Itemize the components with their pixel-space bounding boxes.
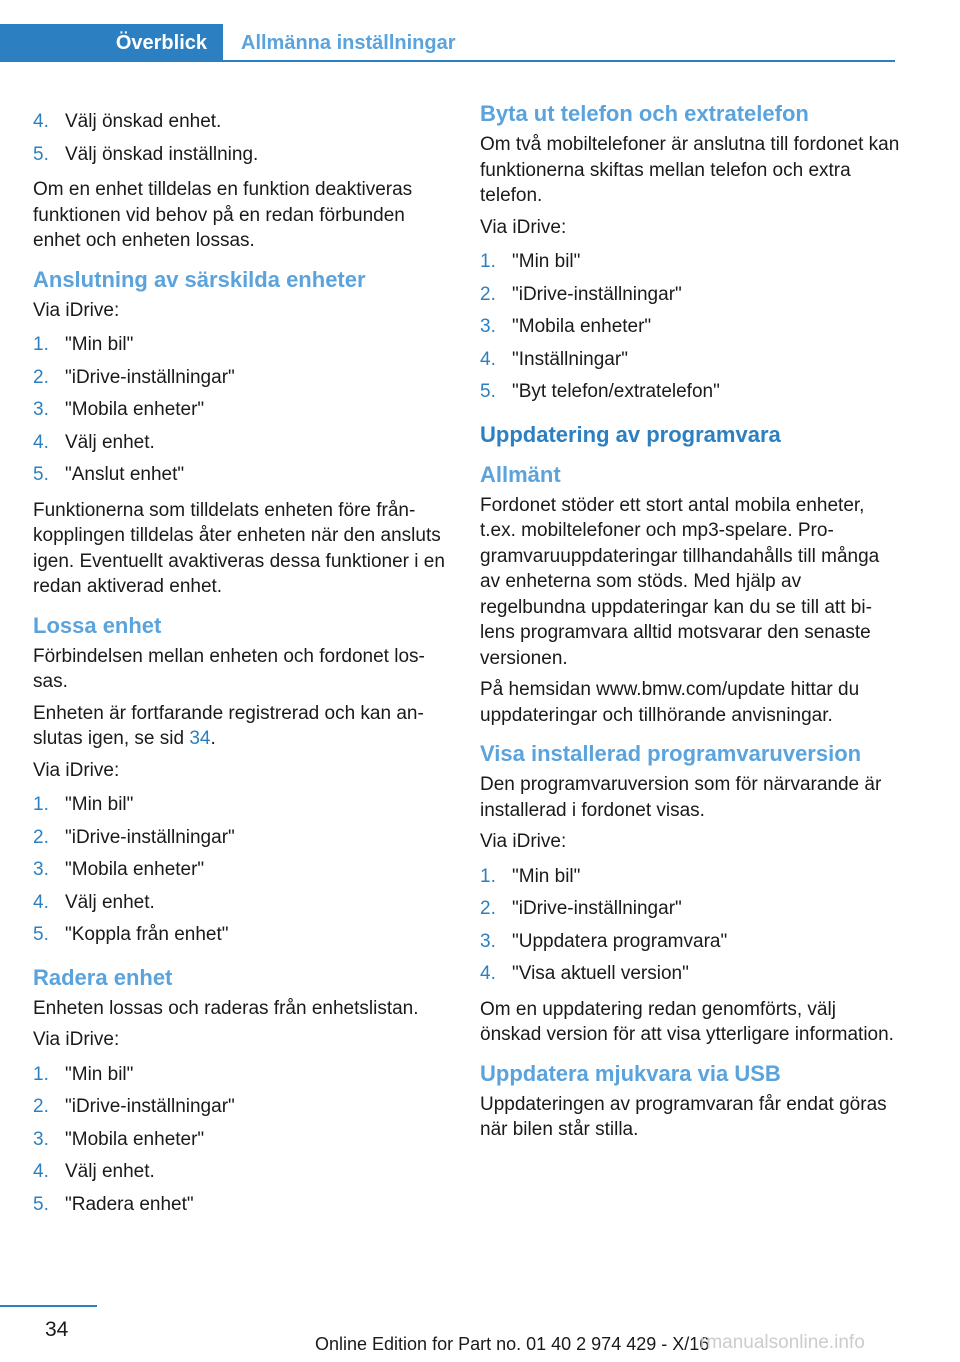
list-item bbox=[480, 246, 900, 279]
list-item-number: 5. bbox=[33, 1193, 49, 1215]
list-item-text: "Min bil" bbox=[512, 251, 581, 272]
list-version-steps bbox=[480, 861, 900, 991]
list-item-text: "iDrive-inställningar" bbox=[65, 826, 235, 848]
list-item-text: "Mobila enheter" bbox=[65, 1128, 205, 1150]
list-item-number: 3. bbox=[480, 930, 496, 952]
list-item-number: 5. bbox=[33, 143, 49, 165]
list-item bbox=[33, 394, 445, 427]
list-item bbox=[33, 789, 445, 822]
list-item-text: "Mobila enheter" bbox=[65, 859, 205, 880]
paragraph: Förbindelsen mellan enheten och fordonet lossas. bbox=[33, 645, 425, 692]
list-item-number: 4. bbox=[33, 431, 49, 453]
heading-usb-update: Uppdatera mjukvara via USB bbox=[480, 1060, 781, 1086]
list-item-text: Välj enhet. bbox=[65, 891, 155, 913]
paragraph: Om två mobiltelefoner är anslutna till fordonet kan funktionerna skiftas mellan telefon och extra telefon. bbox=[480, 134, 900, 206]
list-item bbox=[480, 958, 900, 991]
list-item-number: 3. bbox=[33, 399, 49, 420]
list-item bbox=[33, 919, 445, 952]
list-item bbox=[480, 376, 900, 409]
list-delete-steps bbox=[33, 1059, 445, 1222]
page-number: 34 bbox=[45, 1318, 69, 1341]
via-idrive-label: Via iDrive: bbox=[33, 299, 120, 321]
list-swap-steps bbox=[480, 246, 900, 409]
list-item-number: 4. bbox=[33, 1161, 49, 1182]
list-item-text: "Min bil" bbox=[65, 794, 134, 815]
list-item bbox=[480, 311, 900, 344]
tab-general-settings[interactable]: Allmänna inställningar bbox=[241, 31, 456, 54]
list-item-number: 3. bbox=[480, 316, 496, 337]
heading-swap-phone: Byta ut telefon och extratelefon bbox=[480, 101, 809, 126]
list-item-text: "Byt telefon/extratelefon" bbox=[512, 381, 720, 402]
list-item-number: 4. bbox=[33, 891, 49, 913]
list-item bbox=[33, 854, 445, 887]
via-idrive-label: Via iDrive: bbox=[480, 831, 567, 852]
list-item-text: "Radera enhet" bbox=[65, 1193, 194, 1215]
list-item bbox=[33, 459, 445, 492]
list-item-number: 5. bbox=[480, 381, 496, 402]
list-item-number: 1. bbox=[33, 794, 49, 815]
list-item-text: "iDrive-inställningar" bbox=[512, 283, 682, 305]
list-item-number: 3. bbox=[33, 1128, 49, 1150]
list-item bbox=[33, 362, 445, 395]
heading-software-update: Uppdatering av programvara bbox=[480, 421, 781, 447]
list-item bbox=[33, 106, 445, 139]
page-header bbox=[0, 0, 895, 62]
paragraph: Enheten lossas och raderas från enhetslistan. bbox=[33, 997, 419, 1019]
list-detach-steps bbox=[33, 789, 445, 952]
tab-overview[interactable]: Överblick bbox=[0, 24, 223, 62]
heading-delete-device: Radera enhet bbox=[33, 964, 173, 990]
list-item bbox=[33, 1156, 445, 1189]
footer-divider bbox=[0, 1305, 97, 1307]
list-item bbox=[480, 861, 900, 894]
list-item-text: Välj enhet. bbox=[65, 431, 155, 453]
via-idrive-label: Via iDrive: bbox=[33, 759, 120, 781]
list-item-number: 1. bbox=[33, 1063, 49, 1085]
paragraph-with-link bbox=[33, 701, 445, 752]
right-column bbox=[480, 100, 900, 1149]
list-item-text: "Min bil" bbox=[65, 1063, 134, 1085]
heading-general: Allmänt bbox=[480, 461, 561, 487]
paragraph: Den programvaruversion som för närvarande är installerad i fordonet visas. bbox=[480, 774, 882, 821]
paragraph: Uppdateringen av programvaran får endat göras när bilen står stilla. bbox=[480, 1093, 887, 1140]
list-item bbox=[480, 279, 900, 312]
list-item-number: 1. bbox=[480, 865, 496, 887]
list-item-number: 2. bbox=[480, 283, 496, 305]
list-item bbox=[480, 926, 900, 959]
paragraph: Fordonet stöder ett stort antal mobila enheter, t.ex. mobiltelefoner och mp3-spelare. Programvaruuppdateringar tillhandahålls till många av enheterna som stöds. Med hjälp av regelbundna uppdateringar kan du se till att bilens programvara alltid motsvarar den senaste versionen. bbox=[480, 494, 880, 669]
left-column bbox=[33, 100, 445, 1227]
list-item-number: 4. bbox=[33, 111, 49, 132]
list-item-text: "Min bil" bbox=[65, 334, 134, 355]
list-item bbox=[33, 1124, 445, 1157]
list-item-number: 1. bbox=[480, 251, 496, 272]
paragraph: Funktionerna som tilldelats enheten före frånkopplingen tilldelas åter enheten när den ansluts igen. Eventuellt avaktiveras dessa funktioner i en redan aktiverad enhet. bbox=[33, 499, 445, 597]
list-item-number: 3. bbox=[33, 859, 49, 880]
list-item-text: "Koppla från enhet" bbox=[65, 924, 229, 945]
list-connect-steps bbox=[33, 329, 445, 492]
list-item-number: 4. bbox=[480, 963, 496, 984]
list-item-text: "Anslut enhet" bbox=[65, 464, 185, 485]
list-item bbox=[33, 427, 445, 460]
list-item-number: 2. bbox=[33, 366, 49, 388]
list-item-text: "Uppdatera programvara" bbox=[512, 930, 728, 952]
watermark-text: rmanualsonline.info bbox=[700, 1332, 865, 1353]
via-idrive-label: Via iDrive: bbox=[33, 1029, 120, 1050]
list-item-number: 4. bbox=[480, 348, 496, 370]
paragraph: Om en enhet tilldelas en funktion deaktiveras funktionen vid behov på en redan förbunden enhet och enheten lossas. bbox=[33, 179, 413, 251]
list-item-number: 2. bbox=[33, 826, 49, 848]
list-item bbox=[33, 822, 445, 855]
list-item bbox=[33, 887, 445, 920]
list-item-text: "Min bil" bbox=[512, 865, 581, 887]
list-item-text: "Visa aktuell version" bbox=[512, 963, 689, 984]
header-divider bbox=[223, 60, 895, 62]
heading-detach-device: Lossa enhet bbox=[33, 612, 162, 638]
paragraph-text: Enheten är fortfarande registrerad och kan anslutas igen, se sid bbox=[33, 702, 424, 749]
list-item-number: 1. bbox=[33, 334, 49, 355]
list-item-text: "iDrive-inställningar" bbox=[65, 366, 235, 388]
list-item bbox=[480, 344, 900, 377]
via-idrive-label: Via iDrive: bbox=[480, 216, 567, 238]
paragraph: Om en uppdatering redan genomförts, välj önskad version för att visa ytterligare information. bbox=[480, 998, 894, 1045]
list-item-number: 2. bbox=[480, 898, 496, 919]
list-item-text: "Mobila enheter" bbox=[65, 399, 205, 420]
list-item bbox=[33, 1189, 445, 1222]
paragraph-text: . bbox=[210, 728, 216, 749]
list-item-number: 2. bbox=[33, 1096, 49, 1117]
paragraph: På hemsidan www.bmw.com/update hittar du uppdateringar och tillhörande anvisningar. bbox=[480, 679, 860, 726]
list-item bbox=[33, 1059, 445, 1092]
list-item bbox=[480, 893, 900, 926]
page-link[interactable]: 34 bbox=[189, 728, 211, 749]
list-item-text: Välj önskad inställning. bbox=[65, 143, 259, 165]
list-select-device bbox=[33, 106, 445, 171]
list-item-number: 5. bbox=[33, 464, 49, 485]
list-item-text: Välj önskad enhet. bbox=[65, 111, 222, 132]
list-item bbox=[33, 1091, 445, 1124]
list-item-text: "Inställningar" bbox=[512, 348, 628, 370]
list-item-text: "iDrive-inställningar" bbox=[65, 1096, 235, 1117]
list-item bbox=[33, 329, 445, 362]
heading-connect-devices: Anslutning av särskilda enheter bbox=[33, 266, 366, 292]
list-item-text: "Mobila enheter" bbox=[512, 316, 652, 337]
list-item-text: Välj enhet. bbox=[65, 1161, 155, 1182]
heading-show-version: Visa installerad programvaruversion bbox=[480, 741, 862, 766]
list-item-text: "iDrive-inställningar" bbox=[512, 898, 682, 919]
list-item-number: 5. bbox=[33, 924, 49, 945]
list-item bbox=[33, 139, 445, 172]
edition-text: Online Edition for Part no. 01 40 2 974 429 - X/16 bbox=[315, 1334, 710, 1354]
